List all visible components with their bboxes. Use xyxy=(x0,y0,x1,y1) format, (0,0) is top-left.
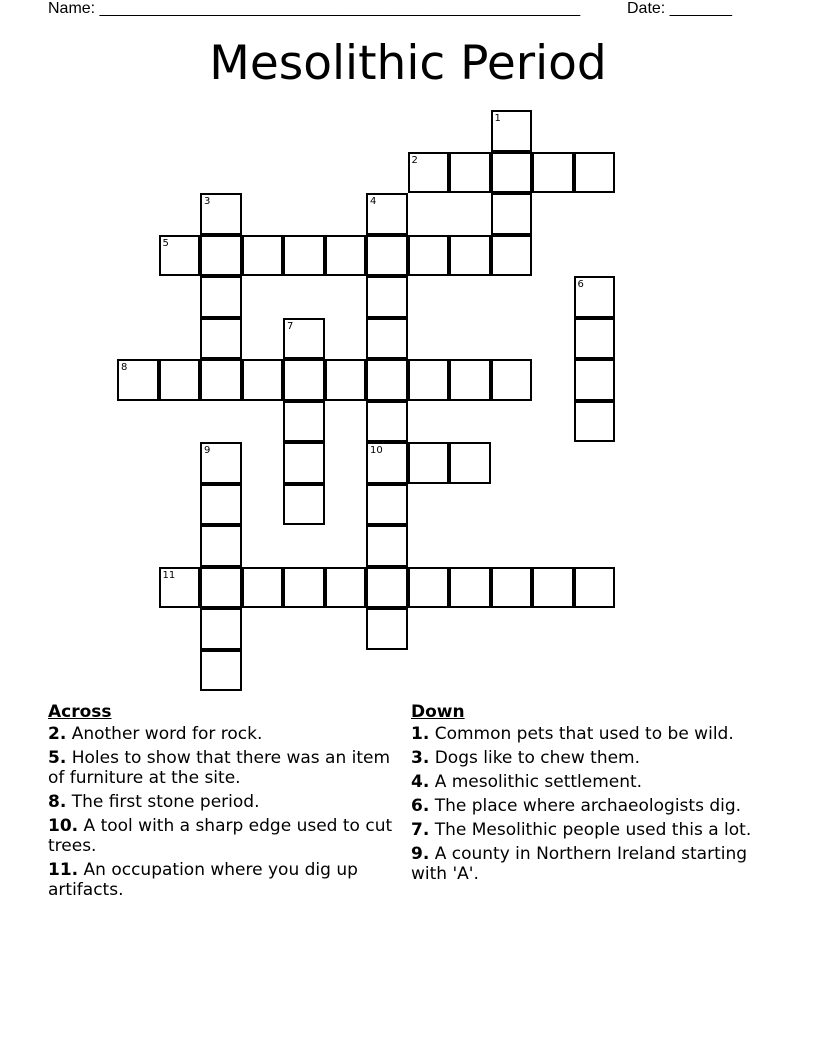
grid-cell[interactable] xyxy=(408,359,450,401)
across-clue-11 xyxy=(48,860,393,900)
grid-cell[interactable] xyxy=(200,235,242,277)
grid-cell[interactable] xyxy=(366,318,408,360)
clue-text: Dogs like to chew them. xyxy=(434,748,641,768)
grid-cell[interactable] xyxy=(408,567,450,609)
clue-text: A tool with a sharp edge used to cut trees. xyxy=(48,816,393,856)
grid-cell[interactable] xyxy=(159,359,201,401)
grid-cell[interactable] xyxy=(242,235,284,277)
grid-cell[interactable] xyxy=(574,567,616,609)
grid-cell[interactable] xyxy=(449,152,491,194)
grid-cell[interactable] xyxy=(574,276,616,318)
grid-cell[interactable] xyxy=(408,152,450,194)
grid-cell[interactable] xyxy=(325,235,367,277)
down-clue-1 xyxy=(411,724,756,744)
down-clue-6 xyxy=(411,796,756,816)
grid-cell[interactable] xyxy=(532,567,574,609)
grid-cell[interactable] xyxy=(366,525,408,567)
cell-number: 4 xyxy=(370,196,377,207)
cell-number: 2 xyxy=(411,154,418,166)
clue-text: Another word for rock. xyxy=(71,724,263,744)
cell-number: 7 xyxy=(287,320,294,332)
grid-cell[interactable] xyxy=(325,567,367,609)
across-clue-10 xyxy=(48,816,393,856)
clue-number: 8. xyxy=(48,792,67,812)
grid-cell[interactable] xyxy=(242,567,284,609)
grid-cell[interactable] xyxy=(491,110,533,152)
clue-number: 5. xyxy=(48,748,67,768)
down-clue-7 xyxy=(411,820,756,840)
clue-text: The first stone period. xyxy=(71,792,260,812)
page-title: Mesolithic Period xyxy=(209,36,607,91)
grid-cell[interactable] xyxy=(366,359,408,401)
grid-cell[interactable] xyxy=(283,442,325,484)
grid-cell[interactable] xyxy=(366,235,408,277)
grid-cell[interactable] xyxy=(283,401,325,443)
clue-text: A mesolithic settlement. xyxy=(434,772,643,792)
grid-cell[interactable] xyxy=(283,235,325,277)
grid-cell[interactable] xyxy=(408,235,450,277)
across-clue-5 xyxy=(48,748,393,788)
grid-cell[interactable] xyxy=(366,193,408,235)
grid-cell[interactable] xyxy=(200,193,242,235)
grid-cell[interactable] xyxy=(200,525,242,567)
cell-number: 6 xyxy=(577,279,584,290)
down-heading: Down xyxy=(411,702,465,722)
clue-number: 6. xyxy=(411,796,430,816)
clue-text: An occupation where you dig up artifacts. xyxy=(48,860,358,900)
grid-cell[interactable] xyxy=(366,567,408,609)
grid-cell[interactable] xyxy=(200,650,242,692)
grid-cell[interactable] xyxy=(283,567,325,609)
clue-number: 10. xyxy=(48,816,79,836)
across-heading: Across xyxy=(48,702,112,722)
grid-cell[interactable] xyxy=(532,152,574,194)
grid-cell[interactable] xyxy=(283,484,325,526)
across-clue-2 xyxy=(48,724,393,744)
clue-text: Holes to show that there was an item of furniture at the site. xyxy=(48,748,391,788)
clue-text: The Mesolithic people used this a lot. xyxy=(434,820,752,840)
grid-cell[interactable] xyxy=(449,567,491,609)
clue-number: 4. xyxy=(411,772,430,792)
down-clue-9 xyxy=(411,844,756,884)
cell-number: 10 xyxy=(370,445,383,456)
grid-cell[interactable] xyxy=(283,359,325,401)
clue-text: Common pets that used to be wild. xyxy=(434,724,734,744)
grid-cell[interactable] xyxy=(366,484,408,526)
grid-cell[interactable] xyxy=(574,401,616,443)
grid-cell[interactable] xyxy=(366,276,408,318)
grid-cell[interactable] xyxy=(491,567,533,609)
grid-cell[interactable] xyxy=(491,152,533,194)
cell-number: 9 xyxy=(204,445,211,456)
cell-number: 5 xyxy=(162,237,169,249)
grid-cell[interactable] xyxy=(200,567,242,609)
across-clues xyxy=(48,702,393,904)
down-clue-4 xyxy=(411,772,756,792)
clue-text: The place where archaeologists dig. xyxy=(434,796,742,816)
grid-cell[interactable] xyxy=(491,359,533,401)
grid-cell[interactable] xyxy=(159,235,201,277)
grid-cell[interactable] xyxy=(574,318,616,360)
grid-cell[interactable] xyxy=(200,484,242,526)
grid-cell[interactable] xyxy=(449,359,491,401)
across-clue-8 xyxy=(48,792,393,812)
clue-number: 7. xyxy=(411,820,430,840)
grid-cell[interactable] xyxy=(325,359,367,401)
name-line[interactable]: Name: ______________________________________________________ xyxy=(48,0,581,17)
date-line[interactable]: Date: _______ xyxy=(627,0,732,17)
grid-cell[interactable] xyxy=(491,193,533,235)
grid-cell[interactable] xyxy=(283,318,325,360)
grid-cell[interactable] xyxy=(366,608,408,650)
clue-number: 2. xyxy=(48,724,67,744)
grid-cell[interactable] xyxy=(200,442,242,484)
grid-cell[interactable] xyxy=(159,567,201,609)
grid-cell[interactable] xyxy=(200,608,242,650)
grid-cell[interactable] xyxy=(449,442,491,484)
grid-cell[interactable] xyxy=(449,235,491,277)
cell-number: 1 xyxy=(494,113,501,124)
grid-cell[interactable] xyxy=(117,359,159,401)
down-clues xyxy=(411,702,756,888)
grid-cell[interactable] xyxy=(242,359,284,401)
clue-number: 3. xyxy=(411,748,430,768)
clue-number: 1. xyxy=(411,724,430,744)
down-clue-3 xyxy=(411,748,756,768)
grid-cell[interactable] xyxy=(366,442,408,484)
clue-number: 9. xyxy=(411,844,430,864)
grid-cell[interactable] xyxy=(574,359,616,401)
grid-cell[interactable] xyxy=(200,318,242,360)
grid-cell[interactable] xyxy=(200,359,242,401)
clue-text: A county in Northern Ireland starting with 'A'. xyxy=(411,844,748,884)
cell-number: 11 xyxy=(162,569,176,581)
cell-number: 8 xyxy=(121,362,128,373)
grid-cell[interactable] xyxy=(366,401,408,443)
grid-cell[interactable] xyxy=(491,235,533,277)
cell-number: 3 xyxy=(204,196,211,207)
clue-number: 11. xyxy=(48,860,79,880)
grid-cell[interactable] xyxy=(200,276,242,318)
grid-cell[interactable] xyxy=(574,152,616,194)
grid-cell[interactable] xyxy=(408,442,450,484)
